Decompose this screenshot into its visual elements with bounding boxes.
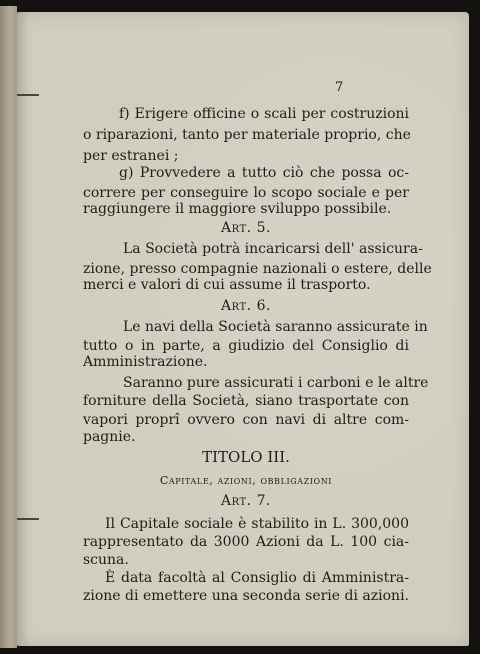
text-line: zione, presso compagnie nazionali o estere, delle [83,261,432,277]
text-line: Amministrazione. [83,354,208,370]
text-line: f) Erigere officine o scali per costruzioni [119,106,409,122]
text-line: g) Provvedere a tutto ciò che possa oc- [119,165,409,181]
text-line: forniture della Società, siano trasportate con [83,393,409,409]
text-line: vapori proprî ovvero con navi di altre com- [83,412,409,428]
binding-stitch [17,94,39,96]
binding-stitch [17,518,39,520]
title-heading: TITOLO III. [202,448,290,466]
text-line: merci e valori di cui assume il trasporto. [83,277,371,293]
text-line: La Società potrà incaricarsi dell' assicura- [123,241,423,257]
text-line: scuna. [83,552,129,568]
text-line: Saranno pure assicurati i carboni e le altre [123,375,429,391]
text-line: zione di emettere una seconda serie di azioni. [83,588,409,604]
text-line: per estranei ; [83,148,179,164]
article-heading: Art. 6. [221,298,271,314]
page-number: 7 [335,80,344,95]
article-heading: Art. 5. [221,220,271,236]
text-line: Il Capitale sociale è stabilito in L. 300,000 [105,516,409,532]
text-line: o riparazioni, tanto per materiale proprio, che [83,127,411,143]
text-line: pagnie. [83,429,136,445]
text-line: tutto o in parte, a giudizio del Consiglio di [83,338,409,354]
text-line: rappresentato da 3000 Azioni da L. 100 cia- [83,534,409,550]
text-line: correre per conseguire lo scopo sociale e per [83,185,409,201]
previous-page-edge [0,6,17,648]
book-page [17,12,469,646]
text-line: È data facoltà al Consiglio di Amministra- [105,570,409,586]
section-subtitle: Capitale, azioni, obbligazioni [159,474,333,487]
article-heading: Art. 7. [221,493,271,509]
text-line: Le navi della Società saranno assicurate in [123,319,428,335]
text-line: raggiungere il maggiore sviluppo possibile. [83,201,392,217]
